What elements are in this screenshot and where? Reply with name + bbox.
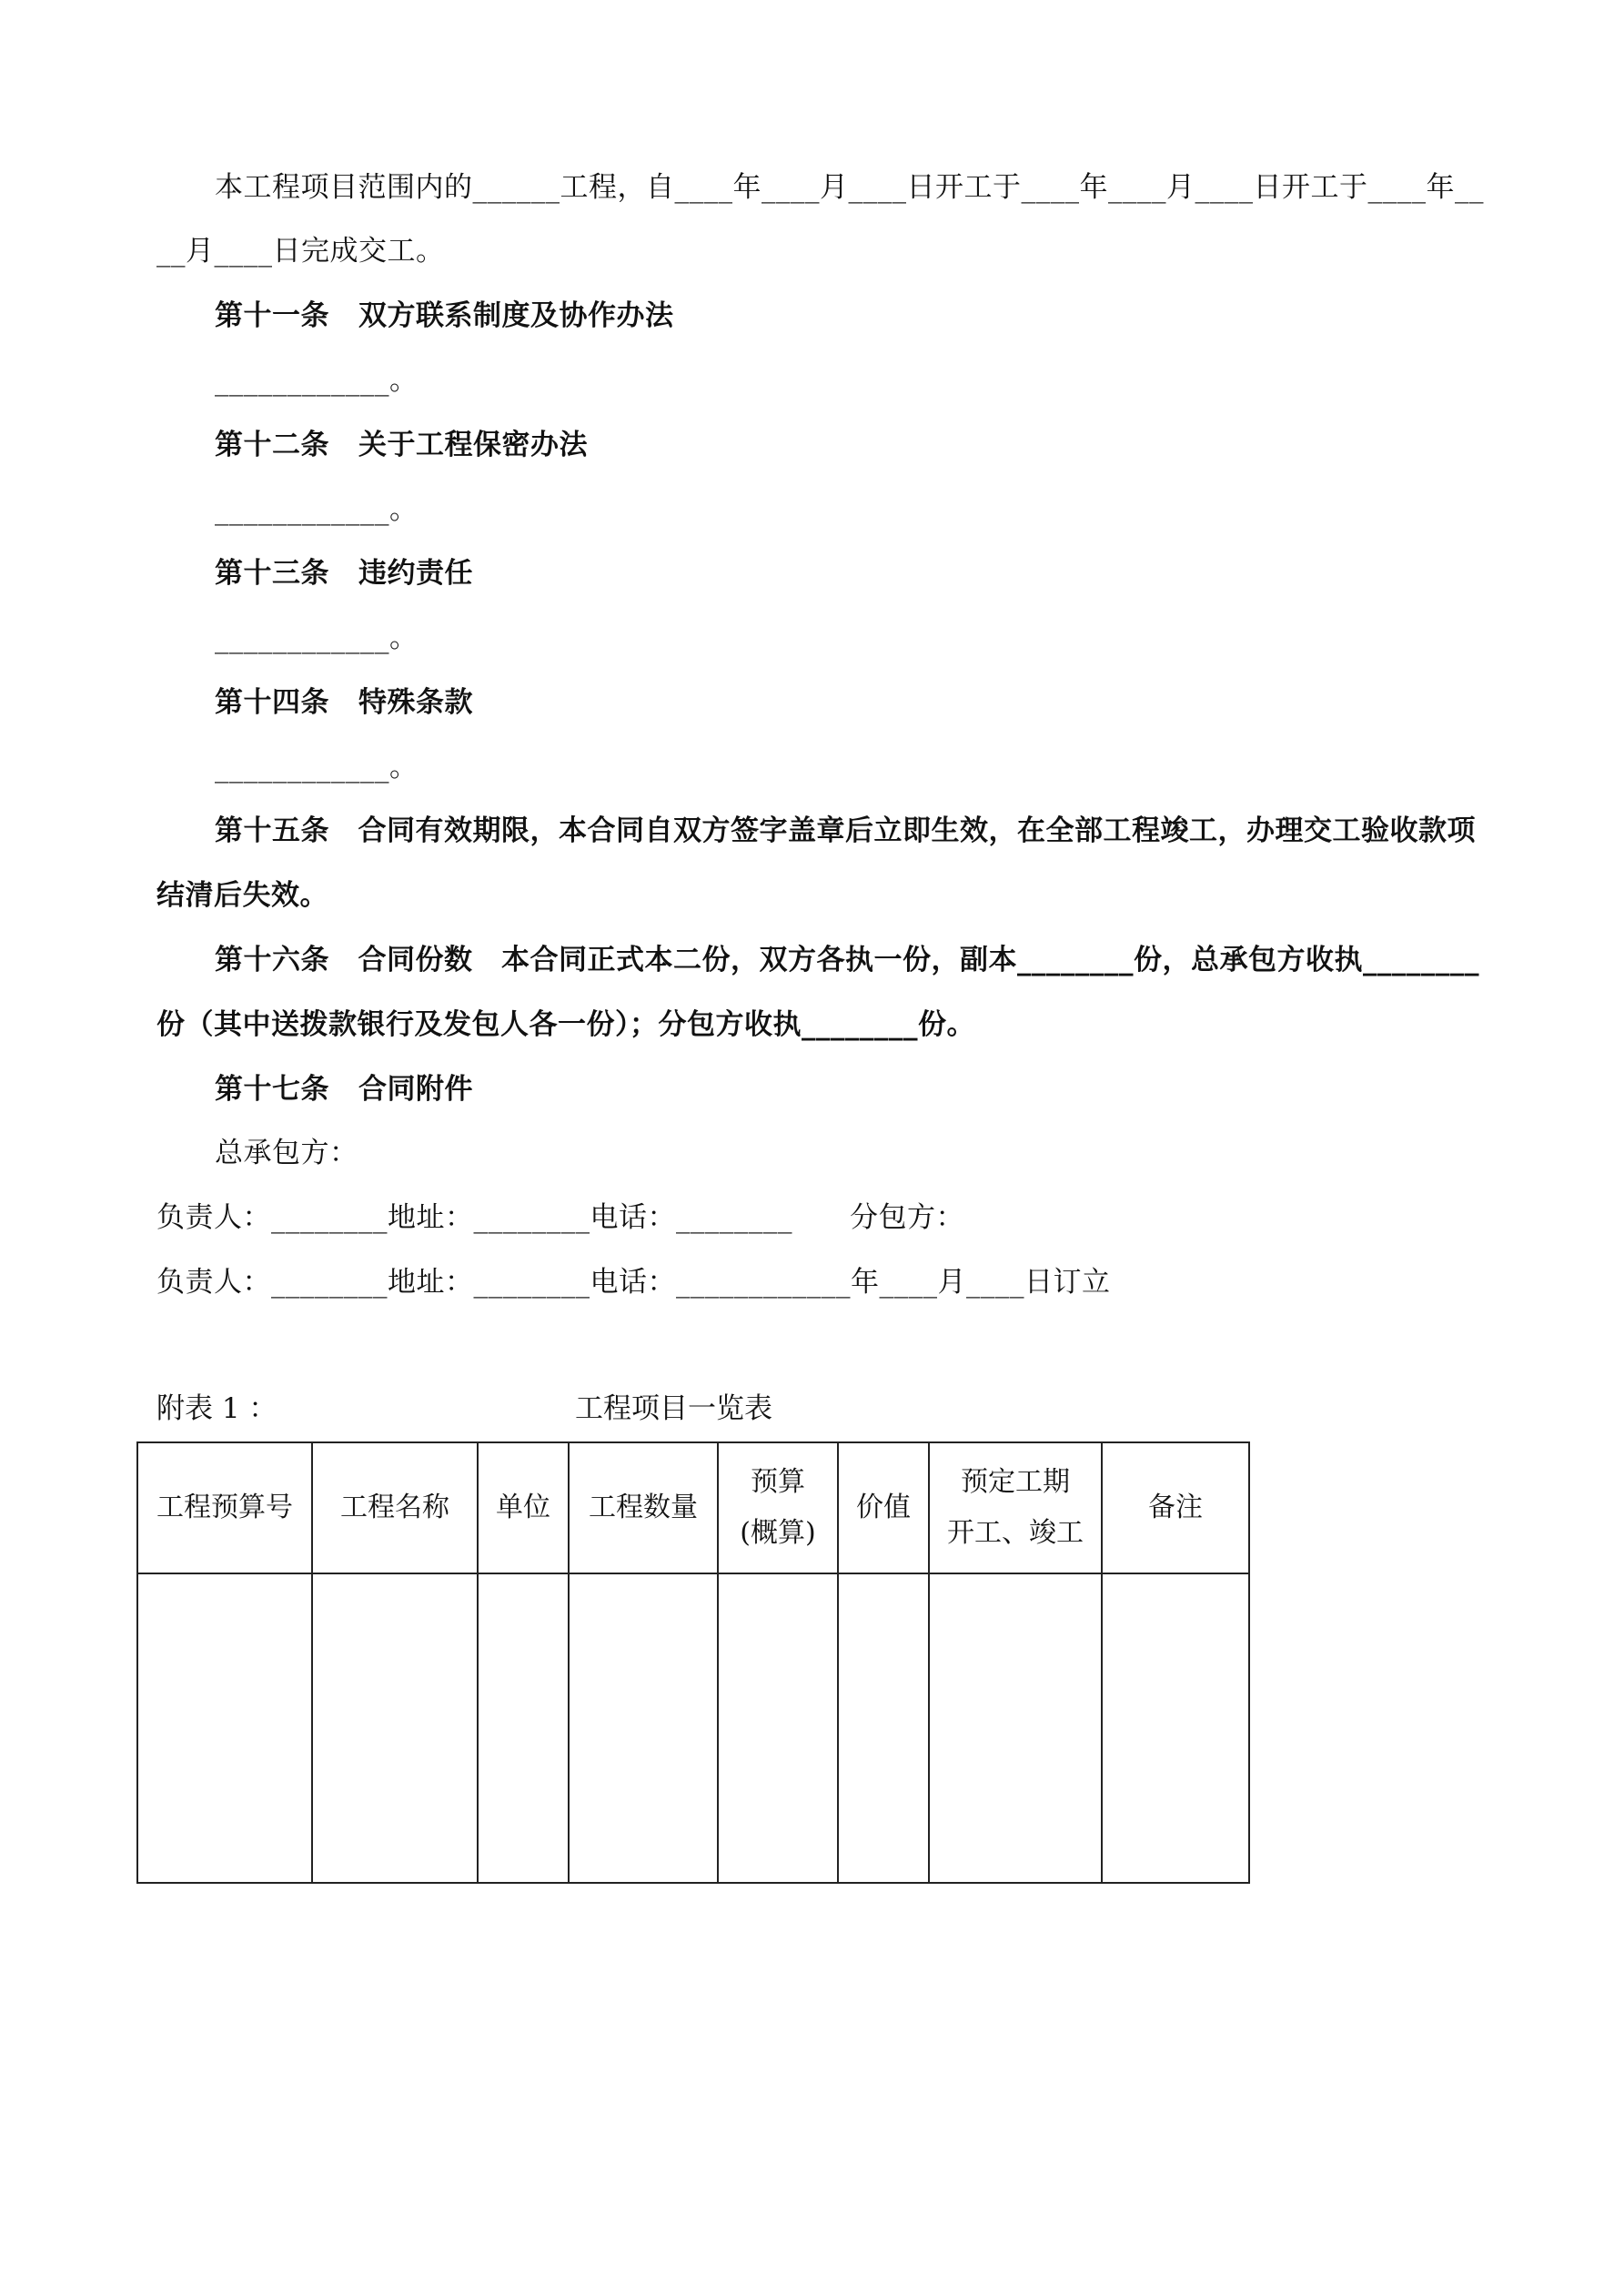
article-11-number: 第十一条 xyxy=(215,299,329,332)
article-16-line2: 份（其中送拨款银行及发包人各一份）；分包方收执________份。 xyxy=(156,1008,975,1041)
paragraph-schedule-line2: __月____日完成交工。 xyxy=(156,235,445,268)
article-11-title: 双方联系制度及协作办法 xyxy=(358,299,674,332)
table-cell xyxy=(838,1573,929,1883)
appendix-title: 工程项目一览表 xyxy=(575,1392,772,1425)
header-value: 价值 xyxy=(838,1442,929,1573)
header-unit: 单位 xyxy=(478,1442,569,1573)
article-17-title: 合同附件 xyxy=(358,1073,473,1106)
table-cell xyxy=(718,1573,838,1883)
signature-line-1: 负责人：________地址：________电话：________ 分包方： xyxy=(156,1201,964,1234)
article-13-heading xyxy=(215,555,473,592)
article-15-line2: 结清后失效。 xyxy=(156,879,328,912)
article-15-line1: 第十五条 合同有效期限，本合同自双方签字盖章后立即生效，在全部工程竣工，办理交工验收款项 xyxy=(215,814,1476,847)
header-budget: 预算 (概算) xyxy=(718,1442,838,1573)
article-12-blank: ____________。 xyxy=(215,493,419,526)
table-row xyxy=(137,1573,1249,1883)
table-cell xyxy=(137,1573,312,1883)
header-project-name: 工程名称 xyxy=(312,1442,478,1573)
article-14-title: 特殊条款 xyxy=(358,686,473,719)
general-contractor-label: 总承包方： xyxy=(215,1137,358,1169)
article-11-heading xyxy=(215,298,674,334)
article-13-title: 违约责任 xyxy=(358,557,473,590)
article-16-line1: 第十六条 合同份数 本合同正式本二份，双方各执一份，副本________份，总承包方收执________ xyxy=(215,944,1479,976)
article-17-number: 第十七条 xyxy=(215,1073,329,1106)
article-14-number: 第十四条 xyxy=(215,686,329,719)
article-12-title: 关于工程保密办法 xyxy=(358,429,588,461)
article-14-blank: ____________。 xyxy=(215,751,419,784)
article-13-number: 第十三条 xyxy=(215,557,329,590)
header-budget-number: 工程预算号 xyxy=(137,1442,312,1573)
table-cell xyxy=(1102,1573,1249,1883)
project-list-table xyxy=(136,1441,1250,1884)
article-12-heading xyxy=(215,427,588,463)
article-17-heading xyxy=(215,1071,473,1108)
table-header-row xyxy=(137,1442,1249,1573)
signature-line-2: 负责人：________地址：________电话：____________年____月____日订立 xyxy=(156,1266,1111,1299)
article-11-blank: ____________。 xyxy=(215,364,419,397)
appendix-label: 附表 1 ： xyxy=(156,1392,277,1425)
article-12-number: 第十二条 xyxy=(215,429,329,461)
article-14-heading xyxy=(215,684,473,721)
paragraph-schedule-line1: 本工程项目范围内的______工程，自____年____月____日开工于____年____月____日开工于____年__ xyxy=(215,171,1484,204)
table-cell xyxy=(569,1573,718,1883)
article-13-blank: ____________。 xyxy=(215,622,419,654)
table-cell xyxy=(929,1573,1102,1883)
header-schedule: 预定工期 开工、竣工 xyxy=(929,1442,1102,1573)
table-cell xyxy=(478,1573,569,1883)
header-remarks: 备注 xyxy=(1102,1442,1249,1573)
header-quantity: 工程数量 xyxy=(569,1442,718,1573)
table-cell xyxy=(312,1573,478,1883)
